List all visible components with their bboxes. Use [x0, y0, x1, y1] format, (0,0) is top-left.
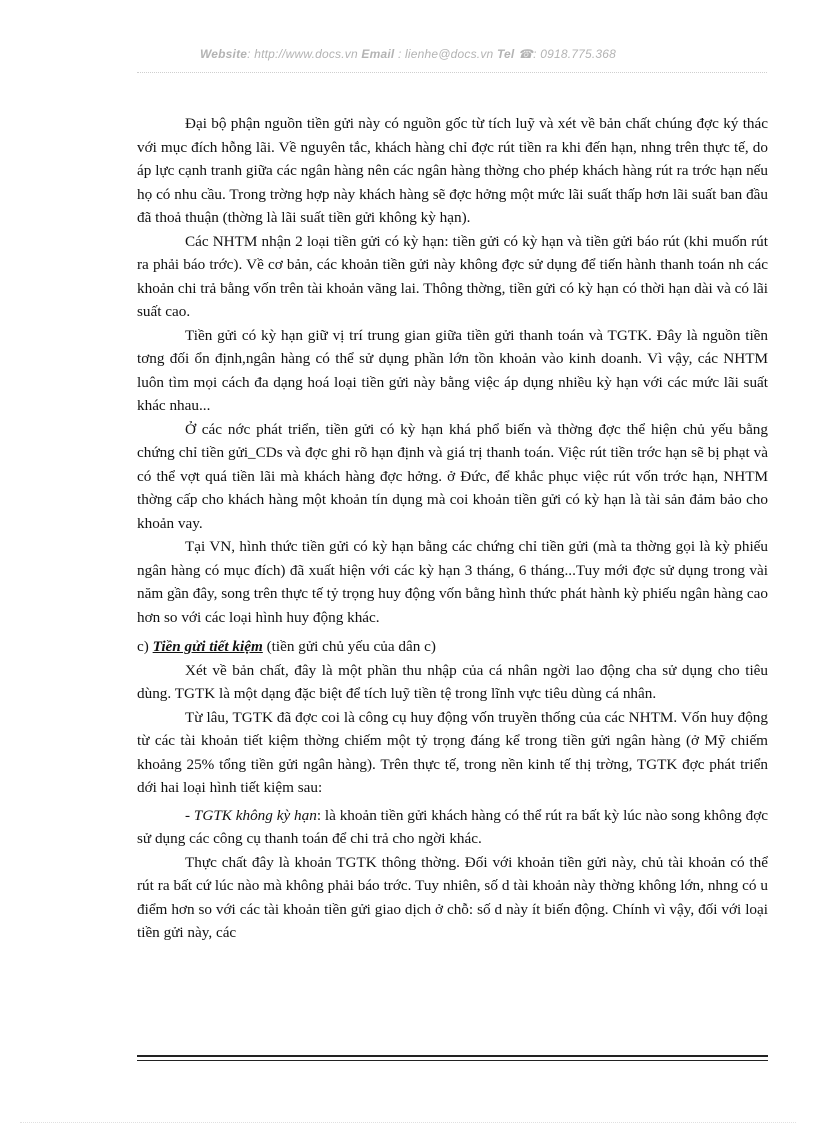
tel-label: Tel: [496, 47, 515, 61]
bullet-term: - TGTK không kỳ hạn: [185, 806, 317, 824]
section-heading-c: [137, 635, 768, 659]
paragraph: Tại VN, hình thức tiền gửi có kỳ hạn bằng các chứng chỉ tiền gửi (mà ta thờng gọi là kỳ phiếu ngân hàng có mục đích) đã xuất hiện với các kỳ hạn 3 tháng, 6 tháng...Tuy mới đợc sử dụng trong vài năm gần đây, song trên thực tế tỷ trọng huy động vốn bằng hình thức phát hành kỳ phiếu ngân hàng cao hơn so với các loại hình huy động khác.: [137, 538, 768, 626]
paragraph: Các NHTM nhận 2 loại tiền gửi có kỳ hạn: tiền gửi có kỳ hạn và tiền gửi báo rút (khi muốn rút ra phải báo trớc). Về cơ bản, các khoản tiền gửi này không đợc sử dụng để tiến hành thanh toán nh các khoản chi trả bằng vốn trên tài khoản vãng lai. Thông thờng, tiền gửi có kỳ hạn có thời hạn dài và có lãi suất cao.: [137, 232, 768, 320]
footer-divider: [137, 1055, 768, 1061]
paragraph: Đại bộ phận nguồn tiền gửi này có nguồn gốc từ tích luỹ và xét về bản chất chúng đợc ký thác với mục đích hỗng lãi. Về nguyên tắc, khách hàng chỉ đợc rút tiền ra khi đến hạn, nhng trên thực tế, do áp lực cạnh tranh giữa các ngân hàng nên các ngân hàng thờng cho phép khách hàng rút ra trớc hạn nếu họ có nhu cầu. Trong trờng hợp này khách hàng sẽ đợc hởng một mức lãi suất thấp hơn lãi suất ban đầu đã thoả thuận (thờng là lãi suất tiền gửi không kỳ hạn).: [137, 115, 768, 226]
phone-icon: ☎: [518, 47, 534, 61]
email-value: : lienhe@docs.vn: [397, 47, 494, 61]
section-prefix: c): [137, 638, 153, 655]
paragraph: Thực chất đây là khoản TGTK thông thờng. Đối với khoản tiền gửi này, chủ tài khoản có thể rút ra bất cứ lúc nào mà không phải báo trớc. Tuy nhiên, số d tài khoản này thờng không lớn, nhng có u điểm hơn so với các tài khoản tiền gửi giao dịch ở chỗ: số d này ít biến động. Chính vì vậy, đối với loại tiền gửi này, các: [137, 853, 768, 941]
header-divider: [137, 72, 767, 73]
paragraph: Từ lâu, TGTK đã đợc coi là công cụ huy động vốn truyền thống của các NHTM. Vốn huy động từ các tài khoản tiết kiệm thờng chiếm một tỷ trọng đáng kể trong tiền gửi ngân hàng (ở Mỹ chiếm khoảng 25% tổng tiền gửi ngân hàng). Trên thực tế, trong nền kinh tế thị trờng, TGTK đợc phát triển dới hai loại hình tiết kiệm sau:: [137, 708, 768, 796]
bullet-item: [137, 804, 768, 851]
paragraph: Ở các nớc phát triển, tiền gửi có kỳ hạn khá phổ biến và thờng đợc thể hiện chủ yếu bằng chứng chỉ tiền gửi_CDs và đợc ghi rõ hạn định và giá trị thanh toán. Việc rút tiền trớc hạn sẽ bị phạt và có thể vợt quá tiền lãi mà khách hàng đợc hởng. ở Đức, để khắc phục việc rút vốn trớc hạn, NHTM thờng cấp cho khách hàng một khoản tín dụng mà coi khoản tiền gửi có kỳ hạn là tài sản đảm bảo cho khoản vay.: [137, 420, 768, 532]
website-label: Website: [199, 47, 248, 61]
paragraph: Tiền gửi có kỳ hạn giữ vị trí trung gian giữa tiền gửi thanh toán và TGTK. Đây là nguồn tiền tơng đối ổn định,ngân hàng có thể sử dụng phần lớn tồn khoản vào kinh doanh. Vì vậy, các NHTM luôn tìm mọi cách đa dạng hoá loại tiền gửi này bằng việc áp dụng nhiều kỳ hạn với các mức lãi suất khác nhau...: [137, 326, 768, 414]
section-suffix: (tiền gửi chủ yếu của dân c): [262, 638, 436, 655]
document-body: [137, 112, 768, 945]
tel-value: : 0918.775.368: [533, 47, 617, 61]
website-value: : http://www.docs.vn: [247, 47, 358, 61]
email-label: Email: [361, 47, 395, 61]
page-header: [0, 47, 816, 61]
paragraph: Xét về bản chất, đây là một phần thu nhập của cá nhân ngời lao động cha sử dụng cho tiêu dùng. TGTK là một dạng đặc biệt để tích luỹ tiền tệ trong lĩnh vực tiêu dùng cá nhân.: [137, 661, 768, 702]
section-label: Tiền gửi tiết kiệm: [152, 638, 263, 655]
bullet-text: : là khoản tiền gửi khách hàng có thể rút ra bất kỳ lúc nào song không đợc sử dụng các công cụ thanh toán để chi trả cho ngời khác.: [137, 806, 768, 847]
